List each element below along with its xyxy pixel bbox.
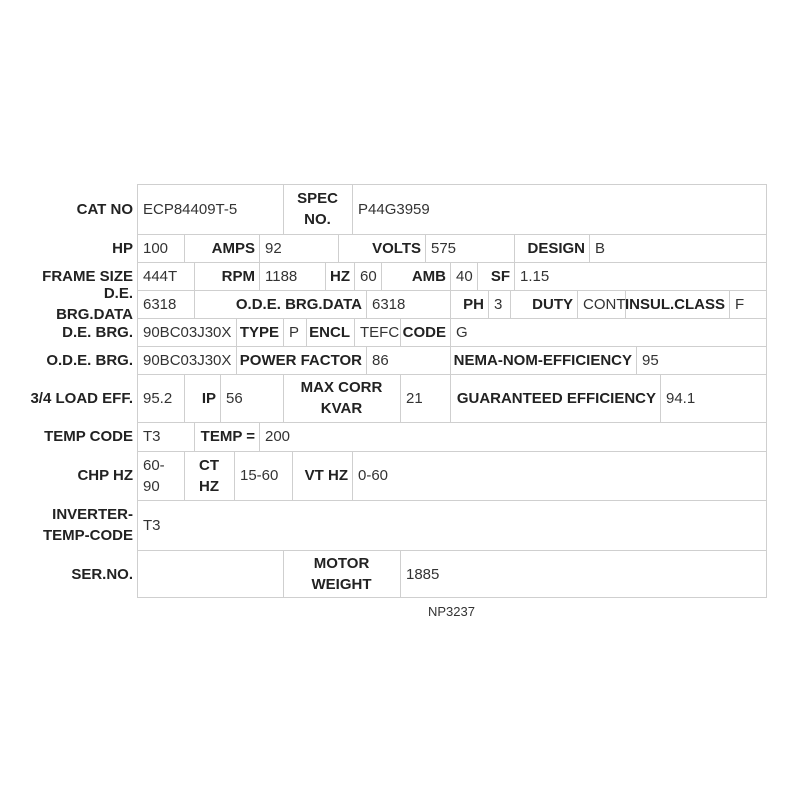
row-de-brg-value-1: 90BC03J30X xyxy=(143,323,232,341)
row-de-brg-data-label-2: O.D.E. BRG.DATA xyxy=(235,295,362,313)
row-de-brg-label-0: D.E. BRG. xyxy=(62,323,133,341)
row-hp-value-5: 575 xyxy=(431,239,457,257)
row-load-eff-value-7: 94.1 xyxy=(666,389,696,407)
row-de-brg-value-3: P xyxy=(289,323,300,341)
row-frame-size-label-4: HZ xyxy=(330,267,350,285)
row-hp-label-0: HP xyxy=(112,239,133,257)
row-chp-hz-label-0: CHP HZ xyxy=(77,467,133,484)
row-frame-size-value-5: 60 xyxy=(360,267,377,285)
row-cat-no-value-3: P44G3959 xyxy=(358,200,430,218)
row-frame-size-value-7: 40 xyxy=(456,267,473,285)
row-ode-brg-value-1: 90BC03J30X xyxy=(143,351,232,369)
row-load-eff-label-2: IP xyxy=(201,389,216,407)
row-cat-no-label-0: CAT NO xyxy=(76,200,133,218)
row-load-eff-value-5: 21 xyxy=(406,389,423,407)
row-de-brg-data-value-7: CONT xyxy=(583,295,626,313)
row-de-brg-data-value-3: 6318 xyxy=(372,295,406,313)
row-ode-brg-label-4: NEMA-NOM-EFFICIENCY xyxy=(453,351,632,369)
row-chp-hz-value-1: 60- 90 xyxy=(143,456,165,495)
row-ode-brg-label-2: POWER FACTOR xyxy=(239,351,362,369)
row-ser-no-label-0: SER.NO. xyxy=(71,565,133,583)
row-ser-no-value-3: 1885 xyxy=(406,565,440,583)
row-de-brg-data-label-4: PH xyxy=(463,295,484,313)
row-de-brg-data-value-5: 3 xyxy=(494,295,503,313)
row-inverter-temp-code-label-0: INVERTER- TEMP-CODE xyxy=(43,506,133,544)
row-ser-no-label-2: MOTOR WEIGHT xyxy=(311,555,372,593)
row-de-brg-data-label-8: INSUL.CLASS xyxy=(624,295,725,313)
row-frame-size-value-1: 444T xyxy=(143,267,178,285)
row-chp-hz-label-2: CT HZ xyxy=(199,456,219,495)
row-frame-size-label-6: AMB xyxy=(411,267,446,285)
row-temp-code-value-1: T3 xyxy=(143,428,161,445)
row-hp-label-6: DESIGN xyxy=(527,239,585,257)
row-de-brg-data-value-9: F xyxy=(735,295,745,313)
row-hp-value-1: 100 xyxy=(143,239,169,257)
row-load-eff-label-4: MAX CORR KVAR xyxy=(300,379,383,417)
row-ode-brg-value-3: 86 xyxy=(372,351,389,369)
row-chp-hz-value-5: 0-60 xyxy=(358,467,389,484)
plate-number: NP3237 xyxy=(428,604,475,619)
row-de-brg-value-5: TEFC xyxy=(360,323,400,341)
row-temp-code-value-3: 200 xyxy=(265,428,291,445)
row-load-eff-value-3: 56 xyxy=(226,389,243,407)
row-de-brg-value-7: G xyxy=(456,323,468,341)
row-hp-label-2: AMPS xyxy=(211,239,255,257)
row-frame-size-label-0: FRAME SIZE xyxy=(42,267,133,285)
row-de-brg-label-2: TYPE xyxy=(239,323,279,341)
row-ode-brg-value-5: 95 xyxy=(642,351,659,369)
row-hp-value-3: 92 xyxy=(265,239,282,257)
row-de-brg-data-value-1: 6318 xyxy=(143,295,177,313)
row-de-brg-label-6: CODE xyxy=(402,323,446,341)
row-hp-value-7: B xyxy=(595,239,606,257)
row-chp-hz-label-4: VT HZ xyxy=(304,467,348,484)
row-frame-size-value-3: 1188 xyxy=(265,267,298,285)
row-frame-size-value-9: 1.15 xyxy=(520,267,550,285)
row-de-brg-data-label-6: DUTY xyxy=(532,295,573,313)
row-de-brg-label-4: ENCL xyxy=(309,323,350,341)
row-ode-brg-label-0: O.D.E. BRG. xyxy=(46,351,133,369)
row-cat-no-label-2: SPEC NO. xyxy=(297,190,338,228)
row-frame-size-label-2: RPM xyxy=(221,267,255,285)
row-temp-code-label-2: TEMP = xyxy=(200,428,255,445)
row-de-brg-data-label-0: D.E. BRG.DATA xyxy=(56,285,133,323)
row-hp-label-4: VOLTS xyxy=(372,239,421,257)
row-temp-code-label-0: TEMP CODE xyxy=(44,428,133,445)
row-ser-no-value-1 xyxy=(137,550,283,598)
row-inverter-temp-code-value-1: T3 xyxy=(143,516,161,534)
row-load-eff-value-1: 95.2 xyxy=(143,389,173,407)
row-cat-no-value-1: ECP84409T-5 xyxy=(143,200,238,218)
row-load-eff-label-0: 3/4 LOAD EFF. xyxy=(30,389,133,407)
row-chp-hz-value-3: 15-60 xyxy=(240,467,279,484)
row-frame-size-label-8: SF xyxy=(490,267,510,285)
row-load-eff-label-6: GUARANTEED EFFICIENCY xyxy=(456,389,656,407)
